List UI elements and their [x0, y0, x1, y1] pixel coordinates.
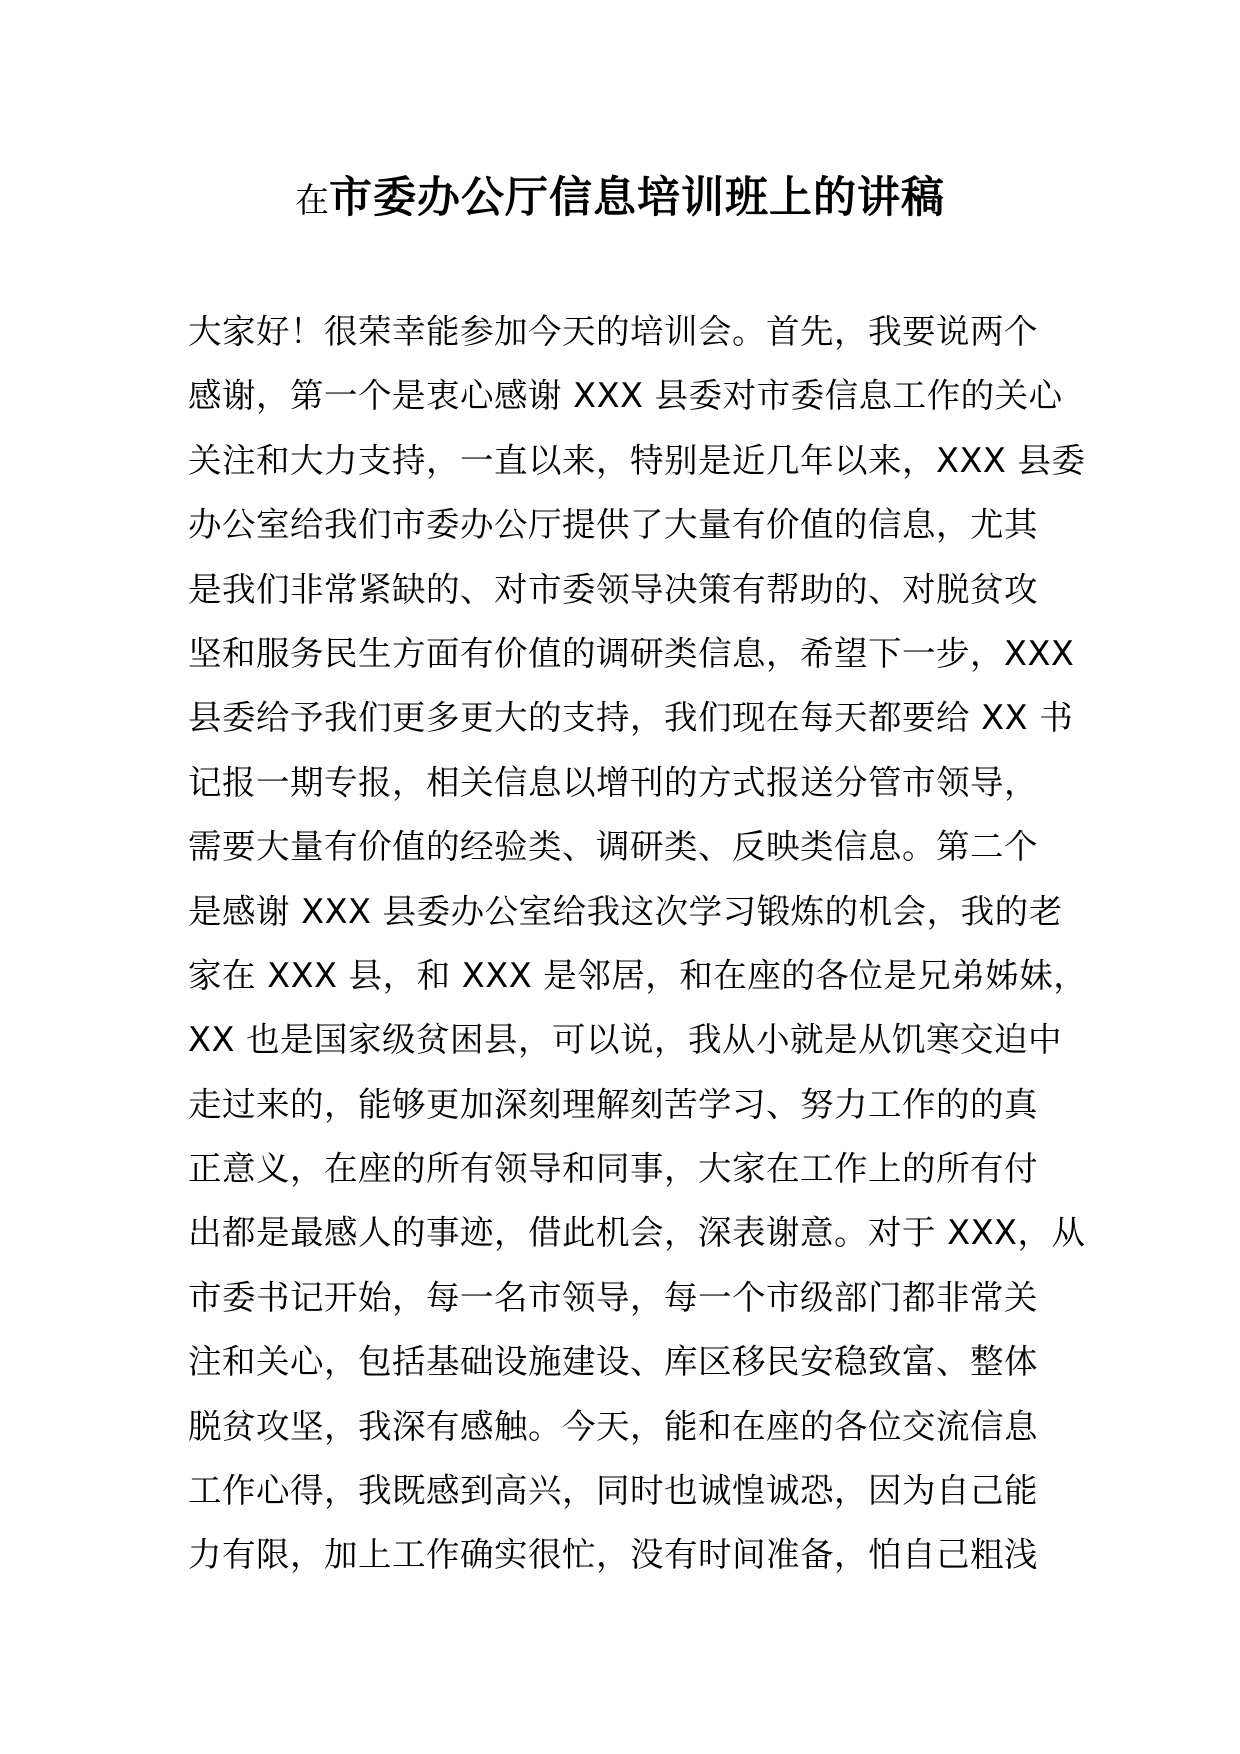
- body-line: 大家好！很荣幸能参加今天的培训会。首先，我要说两个: [188, 312, 1038, 351]
- body-line: 办公室给我们市委办公厅提供了大量有价值的信息，尤其: [188, 505, 1038, 545]
- body-line: 关注和大力支持，一直以来，特别是近几年以来，XXX 县委: [188, 440, 1086, 480]
- body-line: 力有限，加上工作确实很忙，没有时间准备，怕自己粗浅: [188, 1535, 1038, 1575]
- body-line: 市委书记开始，每一名市领导，每一个市级部门都非常关: [188, 1277, 1038, 1317]
- body-text: [188, 300, 1088, 1588]
- body-line: 工作心得，我既感到高兴，同时也诚惶诚恐，因为自己能: [188, 1471, 1038, 1511]
- body-line: 是我们非常紧缺的、对市委领导决策有帮助的、对脱贫攻: [188, 569, 1038, 609]
- body-line: 需要大量有价值的经验类、调研类、反映类信息。第二个: [188, 827, 1038, 867]
- body-line: 走过来的，能够更加深刻理解刻苦学习、努力工作的的真: [188, 1084, 1038, 1124]
- body-line: 感谢，第一个是衷心感谢 XXX 县委对市委信息工作的关心: [188, 376, 1063, 416]
- body-line: 正意义，在座的所有领导和同事，大家在工作上的所有付: [188, 1149, 1038, 1189]
- body-line: 家在 XXX 县，和 XXX 是邻居，和在座的各位是兄弟姊妹，: [188, 955, 1088, 995]
- body-line: 坚和服务民生方面有价值的调研类信息，希望下一步，XXX: [188, 633, 1075, 673]
- title-main: 市委办公厅信息培训班上的讲稿: [329, 173, 945, 223]
- body-line: XX 也是国家级贫困县，可以说，我从小就是从饥寒交迫中: [188, 1020, 1063, 1060]
- body-line: 县委给予我们更多更大的支持，我们现在每天都要给 XX 书: [188, 698, 1074, 738]
- body-line: 记报一期专报，相关信息以增刊的方式报送分管市领导，: [188, 762, 1038, 802]
- title-prefix: 在: [295, 181, 329, 221]
- body-line: 注和关心，包括基础设施建设、库区移民安稳致富、整体: [188, 1342, 1038, 1382]
- document-title: [0, 168, 1240, 231]
- body-line: 是感谢 XXX 县委办公室给我这次学习锻炼的机会，我的老: [188, 891, 1063, 931]
- body-line: 脱贫攻坚，我深有感触。今天，能和在座的各位交流信息: [188, 1406, 1038, 1446]
- body-line: 出都是最感人的事迹，借此机会，深表谢意。对于 XXX，从: [188, 1213, 1086, 1253]
